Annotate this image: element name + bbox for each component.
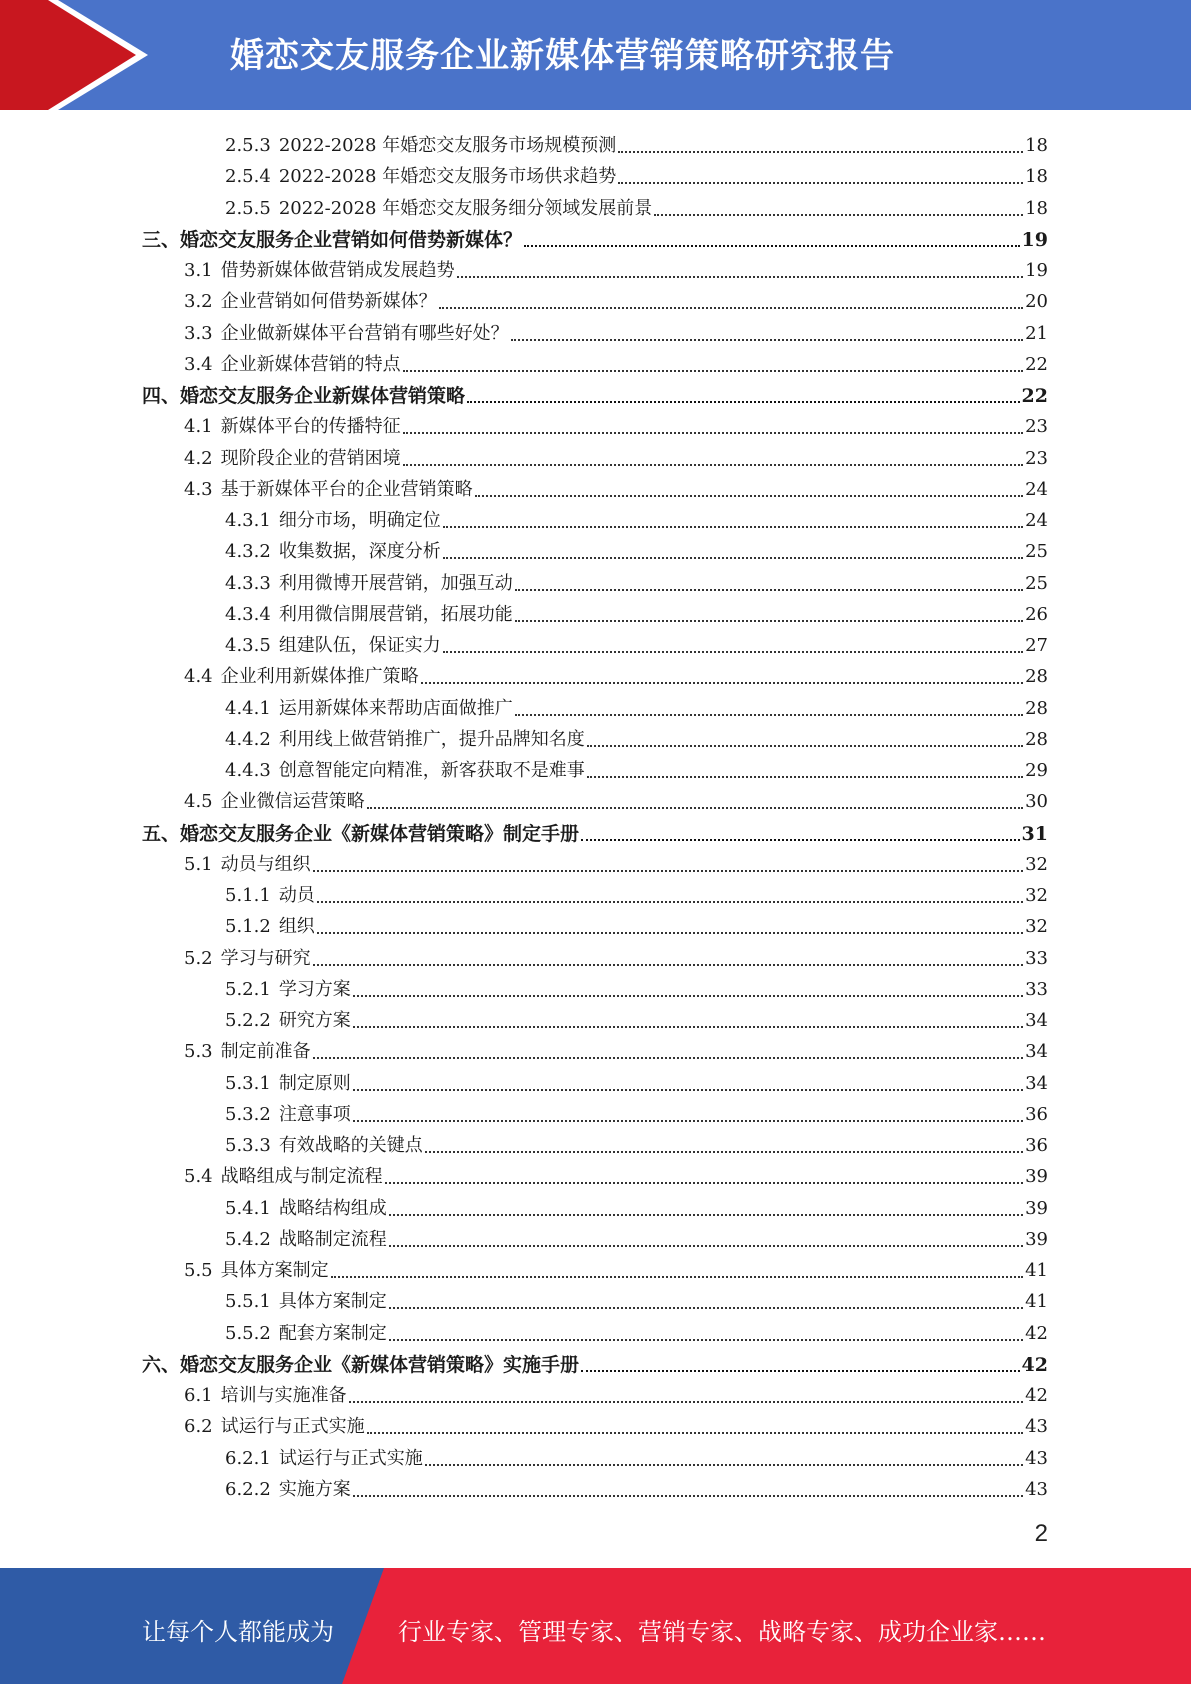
toc-dot-leader (467, 401, 1020, 403)
toc-entry-title: 借势新媒体做营销成发展趋势 (220, 260, 455, 281)
toc-entry-page: 28 (1025, 728, 1048, 750)
toc-dot-leader (317, 901, 1023, 903)
toc-dot-leader (389, 1339, 1023, 1341)
toc-entry[interactable] (225, 533, 1048, 564)
toc-dot-leader (353, 995, 1023, 997)
report-title: 婚恋交友服务企业新媒体营销策略研究报告 (230, 36, 895, 76)
toc-entry[interactable] (142, 377, 1048, 408)
toc-entry-title: 战略结构组成 (278, 1197, 387, 1219)
toc-entry[interactable] (142, 221, 1048, 252)
toc-entry-number: 4.2 (184, 447, 213, 469)
toc-dot-leader (587, 776, 1023, 778)
toc-dot-leader (443, 651, 1023, 653)
toc-entry[interactable] (184, 408, 1048, 439)
toc-entry-number: 4.4.1 (225, 697, 271, 719)
toc-entry-page: 42 (1025, 1385, 1048, 1406)
toc-entry[interactable] (225, 1096, 1048, 1127)
toc-entry[interactable] (225, 908, 1048, 939)
toc-entry-page: 29 (1025, 760, 1048, 781)
toc-entry-page: 20 (1025, 291, 1048, 313)
toc-entry-page: 42 (1021, 1353, 1048, 1376)
toc-entry-title: 企业做新媒体平台营销有哪些好处？ (220, 322, 509, 344)
toc-entry[interactable] (225, 596, 1048, 627)
toc-entry-number: 5.2 (184, 947, 213, 969)
toc-dot-leader (331, 1276, 1023, 1278)
toc-entry-number: 3.4 (184, 353, 213, 375)
toc-entry-page: 39 (1025, 1197, 1048, 1219)
toc-entry-title: 企业营销如何借势新媒体？ (220, 291, 437, 313)
toc-entry-title: 现阶段企业的营销困境 (220, 447, 401, 469)
page-footer (0, 1568, 1191, 1684)
toc-entry-page: 25 (1025, 541, 1048, 563)
toc-entry-title: 婚恋交友服务企业《新媒体营销策略》制定手册 (180, 822, 580, 845)
toc-entry-title: 组织 (278, 916, 315, 938)
toc-entry[interactable] (225, 158, 1048, 189)
toc-entry-title: 组建队伍，保证实力 (278, 635, 441, 656)
toc-entry-number: 6.2 (184, 1416, 213, 1438)
toc-entry-title: 试运行与正式实施 (278, 1447, 423, 1469)
toc-entry-number: 5.2.1 (225, 978, 271, 1000)
toc-entry[interactable] (184, 315, 1048, 346)
toc-entry-title: 学习方案 (278, 978, 351, 1000)
toc-entry[interactable] (225, 1221, 1048, 1252)
header-arrow-decoration (0, 0, 160, 110)
toc-entry-title: 利用微信開展营销，拓展功能 (278, 603, 513, 625)
toc-entry-number: 2.5.4 (225, 166, 271, 188)
toc-entry-title: 研究方案 (278, 1010, 351, 1031)
toc-entry-number: 4.1 (184, 416, 213, 438)
toc-entry[interactable] (225, 752, 1048, 783)
toc-entry-number: 六、 (142, 1353, 181, 1376)
toc-entry-page: 22 (1021, 385, 1048, 407)
toc-entry-title: 有效战略的关键点 (278, 1135, 423, 1156)
toc-entry-page: 41 (1025, 1260, 1048, 1281)
toc-entry-title: 具体方案制定 (278, 1291, 387, 1313)
toc-entry[interactable] (184, 283, 1048, 314)
toc-dot-leader (421, 682, 1023, 684)
toc-entry-title: 制定原则 (278, 1072, 351, 1094)
toc-entry-title: 收集数据，深度分析 (278, 541, 441, 563)
toc-entry-number: 2.5.3 (225, 135, 271, 156)
toc-entry-page: 32 (1025, 916, 1048, 938)
toc-dot-leader (587, 745, 1023, 747)
toc-entry-number: 四、 (142, 385, 181, 407)
toc-entry-page: 33 (1025, 978, 1048, 1000)
toc-entry-title: 婚恋交友服务企业新媒体营销策略 (180, 385, 466, 407)
toc-entry-page: 34 (1025, 1041, 1048, 1063)
toc-dot-leader (425, 1464, 1023, 1466)
toc-entry-page: 32 (1025, 885, 1048, 906)
toc-entry-page: 21 (1025, 322, 1048, 344)
toc-entry-number: 4.3.4 (225, 603, 271, 625)
toc-entry-title: 2022-2028 年婚恋交友服务细分领域发展前景 (278, 197, 653, 219)
toc-entry-number: 5.5.1 (225, 1291, 271, 1313)
toc-entry-page: 28 (1025, 697, 1048, 719)
toc-entry[interactable] (184, 1377, 1048, 1408)
toc-entry-number: 4.4.3 (225, 760, 271, 781)
toc-dot-leader (443, 526, 1023, 528)
toc-dot-leader (403, 370, 1023, 372)
toc-entry-number: 5.1.2 (225, 916, 271, 938)
toc-entry[interactable] (184, 346, 1048, 377)
toc-entry-number: 3.3 (184, 322, 213, 344)
toc-entry[interactable] (184, 658, 1048, 689)
toc-entry[interactable] (184, 846, 1048, 877)
toc-entry-title: 细分市场，明确定位 (278, 510, 441, 531)
toc-entry[interactable] (225, 627, 1048, 658)
toc-dot-leader (515, 589, 1023, 591)
toc-entry-title: 运用新媒体来帮助店面做推广 (278, 697, 513, 719)
toc-entry-number: 6.1 (184, 1385, 213, 1406)
toc-dot-leader (353, 1120, 1023, 1122)
footer-slogan-right: 行业专家、管理专家、营销专家、战略专家、成功企业家…… (398, 1618, 1046, 1646)
toc-entry-page: 34 (1025, 1010, 1048, 1031)
toc-entry-title: 企业微信运营策略 (220, 791, 365, 813)
toc-entry[interactable] (225, 127, 1048, 158)
toc-entry-page: 27 (1025, 635, 1048, 656)
toc-dot-leader (618, 182, 1023, 184)
toc-entry-page: 26 (1025, 603, 1048, 625)
toc-entry-number: 5.3 (184, 1041, 213, 1063)
toc-entry-number: 三、 (142, 228, 181, 251)
toc-entry-number: 4.3.2 (225, 541, 271, 563)
toc-dot-leader (367, 1432, 1023, 1434)
toc-dot-leader (511, 339, 1023, 341)
toc-dot-leader (581, 1370, 1020, 1372)
toc-entry-title: 战略制定流程 (278, 1228, 387, 1250)
toc-entry-page: 18 (1025, 197, 1048, 219)
toc-dot-leader (439, 307, 1023, 309)
toc-entry-title: 制定前准备 (220, 1041, 311, 1063)
toc-entry[interactable] (184, 1033, 1048, 1064)
toc-entry[interactable] (142, 815, 1048, 846)
toc-entry[interactable] (184, 252, 1048, 283)
toc-entry-page: 36 (1025, 1135, 1048, 1156)
toc-entry[interactable] (225, 1315, 1048, 1346)
toc-entry-page: 18 (1025, 135, 1048, 156)
toc-entry-title: 新媒体平台的传播特征 (220, 416, 401, 438)
toc-entry-number: 3.2 (184, 291, 213, 313)
toc-entry-title: 创意智能定向精准，新客获取不是难事 (278, 760, 585, 781)
toc-dot-leader (618, 151, 1023, 153)
toc-entry[interactable] (225, 1127, 1048, 1158)
toc-entry-page: 18 (1025, 166, 1048, 188)
toc-entry[interactable] (184, 440, 1048, 471)
toc-dot-leader (515, 620, 1023, 622)
toc-entry[interactable] (225, 1002, 1048, 1033)
toc-entry-page: 23 (1025, 447, 1048, 469)
toc-entry[interactable] (225, 971, 1048, 1002)
toc-dot-leader (443, 557, 1023, 559)
toc-entry-page: 41 (1025, 1291, 1048, 1313)
toc-dot-leader (475, 495, 1023, 497)
toc-dot-leader (403, 464, 1023, 466)
toc-entry[interactable] (184, 1252, 1048, 1283)
toc-dot-leader (389, 1245, 1023, 1247)
toc-entry-number: 4.4.2 (225, 728, 271, 750)
toc-dot-leader (353, 1089, 1023, 1091)
toc-entry-title: 2022-2028 年婚恋交友服务市场规模预测 (278, 135, 617, 156)
toc-entry-title: 婚恋交友服务企业《新媒体营销策略》实施手册 (180, 1353, 580, 1376)
toc-entry-title: 配套方案制定 (278, 1322, 387, 1344)
toc-dot-leader (317, 932, 1023, 934)
toc-entry-title: 利用线上做营销推广，提升品牌知名度 (278, 728, 585, 750)
toc-entry[interactable] (225, 565, 1048, 596)
toc-entry-page: 30 (1025, 791, 1048, 813)
toc-entry[interactable] (225, 502, 1048, 533)
toc-entry-number: 6.2.1 (225, 1447, 271, 1469)
toc-entry-page: 43 (1025, 1416, 1048, 1438)
toc-entry-number: 5.5 (184, 1260, 213, 1281)
toc-entry-title: 战略组成与制定流程 (220, 1166, 383, 1188)
toc-entry-page: 23 (1025, 416, 1048, 438)
toc-entry-page: 42 (1025, 1322, 1048, 1344)
toc-entry-number: 6.2.2 (225, 1478, 271, 1500)
toc-entry-number: 5.1 (184, 853, 213, 875)
toc-entry[interactable] (184, 940, 1048, 971)
toc-entry-title: 基于新媒体平台的企业营销策略 (220, 478, 473, 500)
toc-dot-leader (313, 1057, 1023, 1059)
toc-entry[interactable] (184, 783, 1048, 814)
toc-entry-page: 43 (1025, 1447, 1048, 1469)
toc-entry-title: 企业利用新媒体推广策略 (220, 666, 419, 688)
toc-dot-leader (367, 807, 1023, 809)
toc-entry-title: 具体方案制定 (220, 1260, 329, 1281)
toc-dot-leader (515, 714, 1023, 716)
toc-entry[interactable] (225, 721, 1048, 752)
toc-dot-leader (581, 839, 1020, 841)
toc-entry-page: 25 (1025, 572, 1048, 594)
toc-entry-number: 5.5.2 (225, 1322, 271, 1344)
toc-entry[interactable] (225, 1471, 1048, 1502)
toc-entry-title: 2022-2028 年婚恋交友服务市场供求趋势 (278, 166, 617, 188)
toc-entry-number: 4.3.1 (225, 510, 271, 531)
toc-dot-leader (425, 1151, 1023, 1153)
toc-entry-number: 5.3.2 (225, 1103, 271, 1125)
toc-entry-number: 5.4.2 (225, 1228, 271, 1250)
toc-entry-number: 五、 (142, 822, 181, 845)
toc-dot-leader (403, 432, 1023, 434)
toc-entry[interactable] (225, 1440, 1048, 1471)
toc-entry-number: 5.4 (184, 1166, 213, 1188)
toc-entry-title: 学习与研究 (220, 947, 311, 969)
toc-dot-leader (389, 1214, 1023, 1216)
toc-entry-page: 24 (1025, 478, 1048, 500)
toc-entry[interactable] (225, 190, 1048, 221)
toc-entry-page: 43 (1025, 1478, 1048, 1500)
toc-entry-title: 婚恋交友服务企业营销如何借势新媒体？ (180, 228, 523, 251)
toc-entry-number: 4.4 (184, 666, 213, 688)
footer-slogan-left: 让每个人都能成为 (142, 1618, 334, 1646)
toc-entry-number: 4.3 (184, 478, 213, 500)
toc-entry-page: 22 (1025, 353, 1048, 375)
toc-entry-page: 24 (1025, 510, 1048, 531)
toc-entry[interactable] (142, 1346, 1048, 1377)
toc-entry-number: 5.3.3 (225, 1135, 271, 1156)
toc-entry-title: 企业新媒体营销的特点 (220, 353, 401, 375)
toc-entry-number: 4.3.3 (225, 572, 271, 594)
toc-entry[interactable] (225, 877, 1048, 908)
toc-entry-number: 2.5.5 (225, 197, 271, 219)
toc-dot-leader (524, 245, 1020, 247)
toc-entry-title: 培训与实施准备 (220, 1385, 347, 1406)
toc-entry-page: 39 (1025, 1166, 1048, 1188)
toc-dot-leader (389, 1307, 1023, 1309)
toc-entry-page: 28 (1025, 666, 1048, 688)
toc-entry[interactable] (225, 690, 1048, 721)
toc-dot-leader (385, 1182, 1023, 1184)
toc-entry[interactable] (225, 1283, 1048, 1314)
toc-entry-page: 19 (1021, 228, 1048, 251)
page-header (0, 0, 1191, 110)
toc-dot-leader (313, 870, 1023, 872)
toc-entry-title: 动员与组织 (220, 853, 311, 875)
toc-entry-title: 试运行与正式实施 (220, 1416, 365, 1438)
toc-dot-leader (313, 964, 1023, 966)
toc-dot-leader (654, 214, 1023, 216)
page-number: 2 (1034, 1520, 1048, 1547)
toc-entry-title: 利用微博开展营销，加强互动 (278, 572, 513, 594)
toc-dot-leader (353, 1026, 1023, 1028)
toc-entry[interactable] (184, 1408, 1048, 1439)
toc-dot-leader (349, 1401, 1023, 1403)
toc-dot-leader (457, 276, 1023, 278)
toc-entry-number: 3.1 (184, 260, 213, 281)
toc-entry-page: 36 (1025, 1103, 1048, 1125)
toc-entry-number: 4.3.5 (225, 635, 271, 656)
toc-entry-page: 34 (1025, 1072, 1048, 1094)
toc-entry[interactable] (184, 471, 1048, 502)
toc-entry-number: 5.2.2 (225, 1010, 271, 1031)
toc-entry-title: 动员 (278, 885, 315, 906)
toc-entry-number: 5.4.1 (225, 1197, 271, 1219)
toc-entry-page: 39 (1025, 1228, 1048, 1250)
toc-entry[interactable] (184, 1158, 1048, 1189)
toc-entry-number: 4.5 (184, 791, 213, 813)
toc-entry-page: 19 (1025, 260, 1048, 281)
toc-entry-number: 5.3.1 (225, 1072, 271, 1094)
toc-entry-page: 32 (1025, 853, 1048, 875)
toc-entry-number: 5.1.1 (225, 885, 271, 906)
toc-dot-leader (353, 1495, 1023, 1497)
toc-entry[interactable] (225, 1065, 1048, 1096)
toc-entry-page: 33 (1025, 947, 1048, 969)
toc-entry[interactable] (225, 1190, 1048, 1221)
toc-entry-title: 注意事项 (278, 1103, 351, 1125)
toc-entry-title: 实施方案 (278, 1478, 351, 1500)
toc-entry-page: 31 (1021, 822, 1048, 845)
